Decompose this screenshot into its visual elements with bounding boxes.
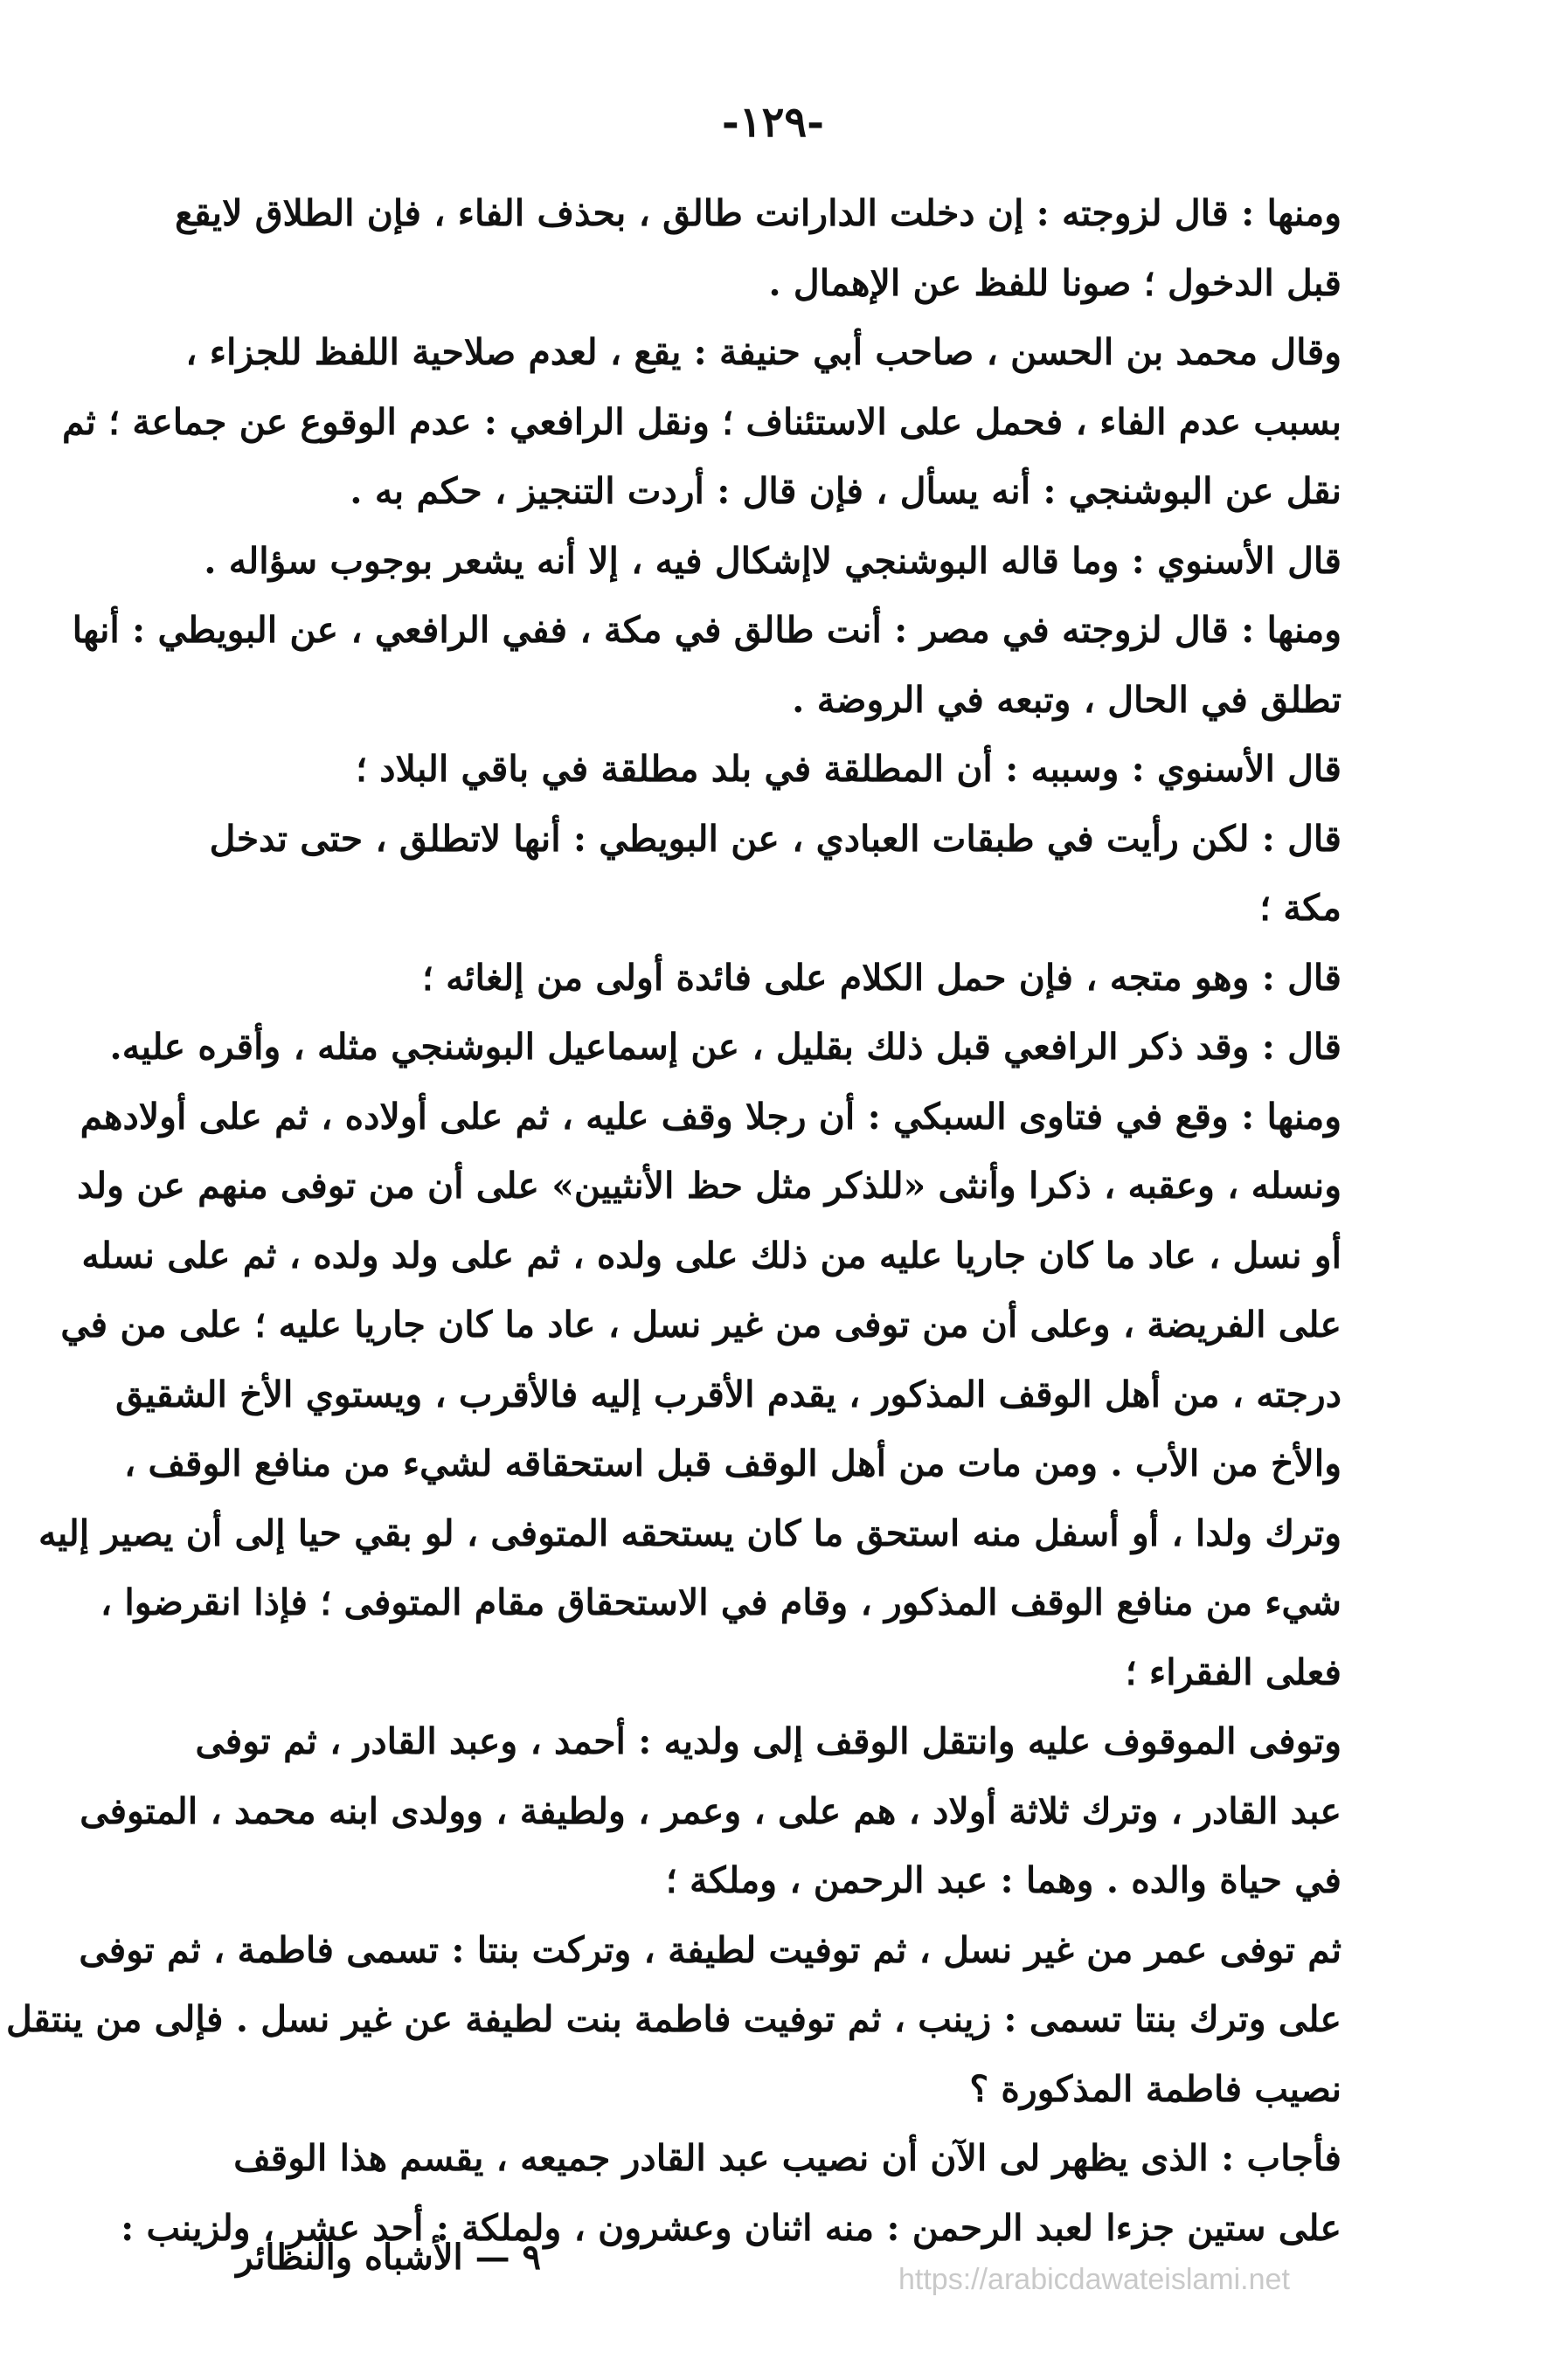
text-line-26: ثم توفى عمر من غير نسل ، ثم توفيت لطيفة ، وتركت بنتا : تسمى فاطمة ، ثم توفى: [79, 1928, 1341, 1971]
text-line-29: فأجاب : الذى يظهر لى الآن أن نصيب عبد القادر جميعه ، يقسم هذا الوقف: [233, 2137, 1341, 2179]
text-line-2: قبل الدخول ؛ صونا للفظ عن الإهمال .: [768, 261, 1341, 304]
source-watermark: https://arabicdawateislami.net: [898, 2263, 1290, 2296]
text-line-27: على وترك بنتا تسمى : زينب ، ثم توفيت فاطمة بنت لطيفة عن غير نسل . فإلى من ينتقل: [6, 1998, 1341, 2040]
text-line-13: قال : وقد ذكر الرافعي قبل ذلك بقليل ، عن إسماعيل البوشنجي مثله ، وأقره عليه.: [109, 1026, 1341, 1068]
text-line-9: قال الأسنوي : وسببه : أن المطلقة في بلد مطلقة في باقي البلاد ؛: [355, 748, 1341, 790]
text-line-4: بسبب عدم الفاء ، فحمل على الاستئناف ؛ ونقل الرافعي : عدم الوقوع عن جماعة ؛ ثم: [62, 400, 1341, 443]
text-line-20: وترك ولدا ، أو أسفل منه استحق ما كان يستحقه المتوفى ، لو بقي حيا إلى أن يصير إليه: [38, 1512, 1341, 1554]
text-line-15: ونسله ، وعقبه ، ذكرا وأنثى «للذكر مثل حظ الأنثيين» على أن من توفى منهم عن ولد: [77, 1165, 1341, 1207]
text-line-3: وقال محمد بن الحسن ، صاحب أبي حنيفة : يقع ، لعدم صلاحية اللفظ للجزاء ،: [185, 331, 1341, 373]
text-line-23: وتوفى الموقوف عليه وانتقل الوقف إلى ولديه : أحمد ، وعبد القادر ، ثم توفى: [195, 1720, 1341, 1762]
book-title-signature: ٩ — الأشباه والنظائر: [236, 2237, 541, 2278]
text-line-30: على ستين جزءا لعبد الرحمن : منه اثنان وعشرون ، ولملكة : أحد عشر ، ولزينب :: [121, 2206, 1341, 2249]
page-number: -١٢٩-: [721, 98, 825, 147]
text-line-8: تطلق في الحال ، وتبعه في الروضة .: [792, 678, 1341, 721]
text-line-21: شيء من منافع الوقف المذكور ، وقام في الاستحقاق مقام المتوفى ؛ فإذا انقرضوا ،: [100, 1581, 1341, 1623]
text-line-19: والأخ من الأب . ومن مات من أهل الوقف قبل استحقاقه لشيء من منافع الوقف ،: [123, 1443, 1341, 1484]
text-line-25: في حياة والده . وهما : عبد الرحمن ، وملكة ؛: [665, 1859, 1341, 1901]
text-line-16: أو نسل ، عاد ما كان جاريا عليه من ذلك على ولده ، ثم على ولد ولده ، ثم على نسله: [81, 1234, 1341, 1276]
text-line-24: عبد القادر ، وترك ثلاثة أولاد ، هم على ، وعمر ، ولطيفة ، وولدى ابنه محمد ، المتوفى: [80, 1789, 1341, 1832]
text-line-17: على الفريضة ، وعلى أن من توفى من غير نسل ، عاد ما كان جاريا عليه ؛ على من في: [60, 1304, 1341, 1346]
text-line-1: ومنها : قال لزوجته : إن دخلت الدارانت طالق ، بحذف الفاء ، فإن الطلاق لايقع: [175, 192, 1341, 234]
text-line-28: نصيب فاطمة المذكورة ؟: [969, 2067, 1341, 2110]
text-line-12: قال : وهو متجه ، فإن حمل الكلام على فائدة أولى من إلغائه ؛: [421, 956, 1341, 999]
text-line-22: فعلى الفقراء ؛: [1125, 1650, 1341, 1693]
text-line-11: مكة ؛: [1259, 887, 1341, 929]
text-line-7: ومنها : قال لزوجته في مصر : أنت طالق في مكة ، ففي الرافعي ، عن البويطي : أنها: [72, 609, 1341, 651]
page-body: [6, 179, 1341, 2263]
text-line-18: درجته ، من أهل الوقف المذكور ، يقدم الأقرب إليه فالأقرب ، ويستوي الأخ الشقيق: [115, 1373, 1341, 1415]
text-line-14: ومنها : وقع في فتاوى السبكي : أن رجلا وقف عليه ، ثم على أولاده ، ثم على أولادهم: [80, 1095, 1341, 1138]
text-line-5: نقل عن البوشنجي : أنه يسأل ، فإن قال : أردت التنجيز ، حكم به .: [350, 470, 1341, 512]
text-line-10: قال : لكن رأيت في طبقات العبادي ، عن البويطي : أنها لاتطلق ، حتى تدخل: [209, 817, 1341, 860]
text-line-6: قال الأسنوي : وما قاله البوشنجي لاإشكال فيه ، إلا أنه يشعر بوجوب سؤاله .: [204, 539, 1341, 582]
